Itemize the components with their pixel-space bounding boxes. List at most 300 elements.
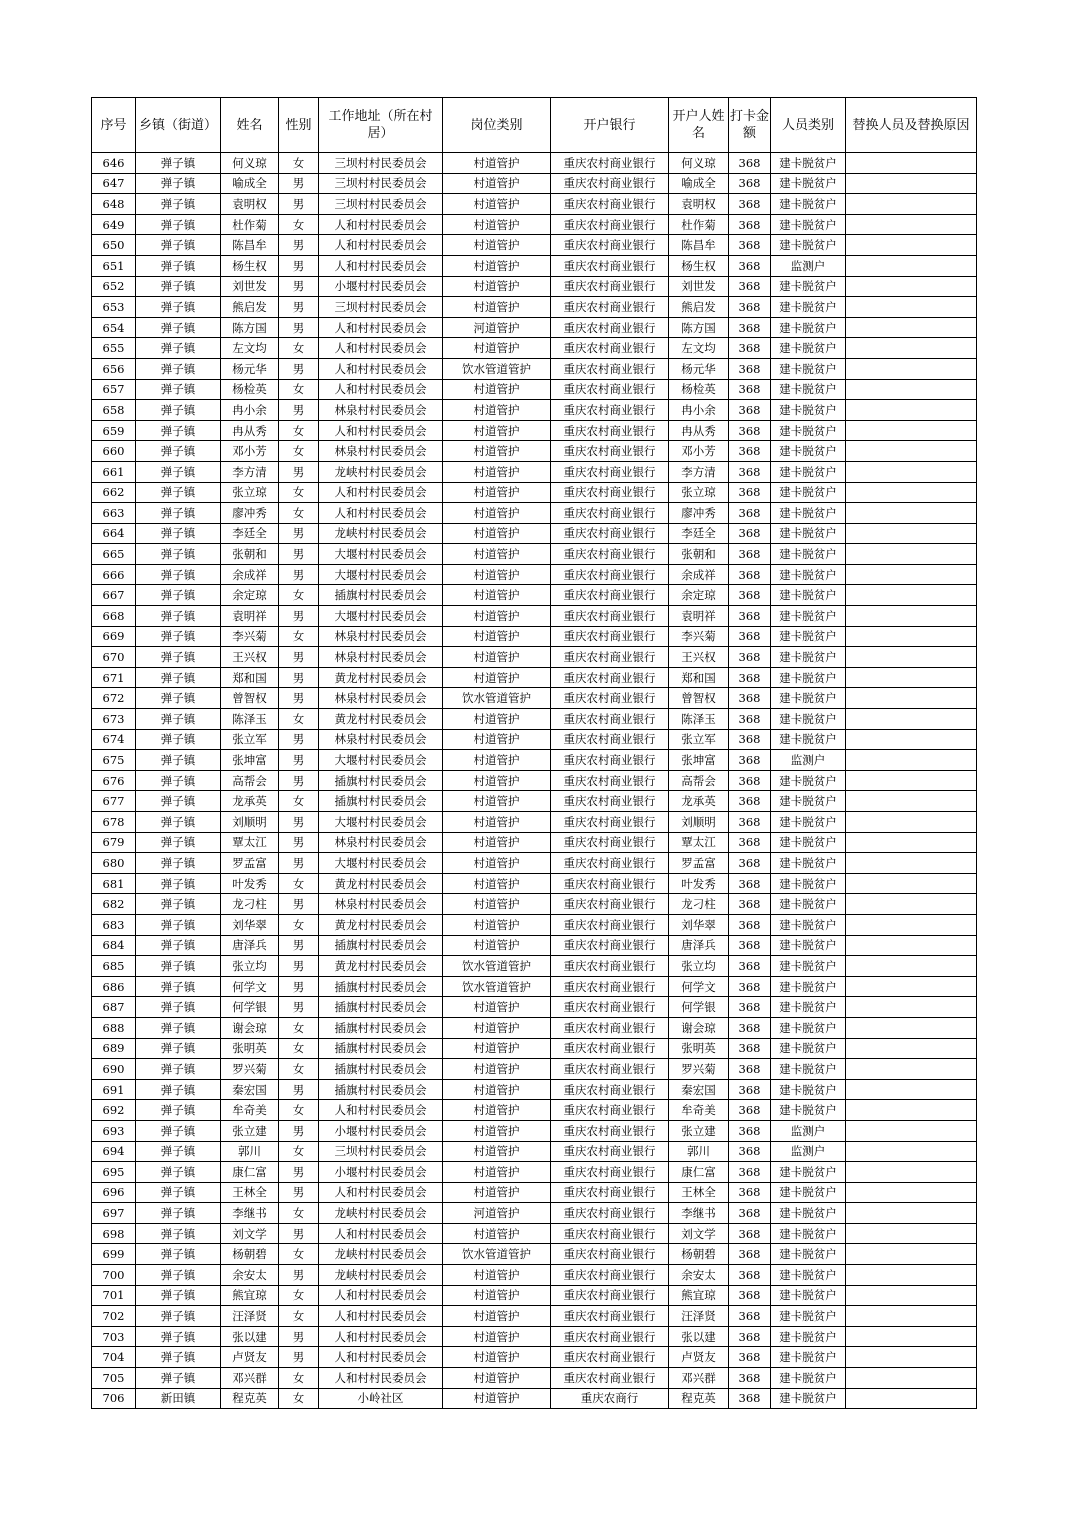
cell-name: 汪泽贤 [221,1306,279,1327]
cell-index: 687 [92,997,136,1018]
cell-post-type: 村道管护 [443,647,551,668]
cell-amount: 368 [729,585,771,606]
cell-replacement-reason [846,255,977,276]
roster-sheet [91,97,976,1409]
cell-replacement-reason [846,503,977,524]
cell-replacement-reason [846,770,977,791]
cell-work-address: 大堰村村民委员会 [319,564,443,585]
cell-index: 661 [92,461,136,482]
cell-name: 张立均 [221,956,279,977]
cell-gender: 女 [279,585,319,606]
cell-gender: 女 [279,503,319,524]
table-row [92,873,977,894]
table-row [92,1223,977,1244]
cell-gender: 女 [279,1038,319,1059]
cell-amount: 368 [729,482,771,503]
cell-work-address: 人和村村民委员会 [319,338,443,359]
cell-post-type: 村道管护 [443,1079,551,1100]
cell-gender: 男 [279,358,319,379]
cell-replacement-reason [846,1038,977,1059]
cell-bank: 重庆农村商业银行 [551,647,669,668]
cell-replacement-reason [846,317,977,338]
cell-amount: 368 [729,626,771,647]
cell-person-category: 建卡脱贫户 [771,770,846,791]
table-row [92,564,977,585]
cell-account-holder: 罗兴菊 [669,1059,729,1080]
cell-work-address: 黄龙村村民委员会 [319,709,443,730]
cell-name: 何学银 [221,997,279,1018]
cell-replacement-reason [846,688,977,709]
table-row [92,173,977,194]
cell-index: 657 [92,379,136,400]
cell-account-holder: 刘文学 [669,1223,729,1244]
cell-gender: 男 [279,935,319,956]
cell-gender: 男 [279,564,319,585]
cell-amount: 368 [729,255,771,276]
cell-account-holder: 王兴权 [669,647,729,668]
cell-bank: 重庆农村商业银行 [551,1079,669,1100]
cell-work-address: 插旗村村民委员会 [319,585,443,606]
cell-post-type: 村道管护 [443,1368,551,1389]
cell-post-type: 村道管护 [443,400,551,421]
cell-gender: 男 [279,647,319,668]
cell-post-type: 村道管护 [443,338,551,359]
cell-bank: 重庆农村商业银行 [551,544,669,565]
cell-post-type: 村道管护 [443,1182,551,1203]
cell-bank: 重庆农村商业银行 [551,1244,669,1265]
cell-bank: 重庆农村商业银行 [551,688,669,709]
cell-post-type: 饮水管道管护 [443,688,551,709]
cell-replacement-reason [846,173,977,194]
cell-person-category: 建卡脱贫户 [771,1079,846,1100]
table-row [92,523,977,544]
cell-name: 李继书 [221,1203,279,1224]
cell-bank: 重庆农村商业银行 [551,235,669,256]
cell-replacement-reason [846,1100,977,1121]
table-row [92,297,977,318]
table-row [92,832,977,853]
cell-work-address: 人和村村民委员会 [319,214,443,235]
cell-name: 覃太江 [221,832,279,853]
cell-name: 杨生权 [221,255,279,276]
cell-gender: 男 [279,853,319,874]
table-row [92,379,977,400]
cell-township: 弹子镇 [136,1203,221,1224]
cell-bank: 重庆农村商业银行 [551,1326,669,1347]
cell-work-address: 插旗村村民委员会 [319,1017,443,1038]
cell-person-category: 建卡脱贫户 [771,606,846,627]
cell-post-type: 村道管护 [443,667,551,688]
cell-work-address: 龙峡村村民委员会 [319,1265,443,1286]
cell-post-type: 村道管护 [443,564,551,585]
table-row [92,461,977,482]
cell-amount: 368 [729,420,771,441]
cell-person-category: 建卡脱贫户 [771,1244,846,1265]
cell-post-type: 村道管护 [443,750,551,771]
cell-township: 弹子镇 [136,276,221,297]
cell-index: 681 [92,873,136,894]
cell-name: 何学文 [221,976,279,997]
cell-person-category: 建卡脱贫户 [771,1059,846,1080]
cell-bank: 重庆农村商业银行 [551,1141,669,1162]
cell-bank: 重庆农村商业银行 [551,358,669,379]
cell-bank: 重庆农村商业银行 [551,420,669,441]
cell-bank: 重庆农村商业银行 [551,956,669,977]
cell-work-address: 林泉村村民委员会 [319,626,443,647]
cell-township: 弹子镇 [136,606,221,627]
cell-account-holder: 陈昌牟 [669,235,729,256]
cell-post-type: 河道管护 [443,317,551,338]
cell-township: 弹子镇 [136,1244,221,1265]
cell-replacement-reason [846,153,977,174]
cell-index: 647 [92,173,136,194]
cell-gender: 男 [279,832,319,853]
header-cell: 替换人员及替换原因 [846,98,977,153]
cell-township: 弹子镇 [136,976,221,997]
cell-post-type: 河道管护 [443,1203,551,1224]
cell-work-address: 大堰村村民委员会 [319,812,443,833]
header-cell: 开户人姓名 [669,98,729,153]
cell-name: 龙刁柱 [221,894,279,915]
cell-index: 652 [92,276,136,297]
cell-bank: 重庆农村商业银行 [551,1347,669,1368]
cell-amount: 368 [729,729,771,750]
cell-post-type: 村道管护 [443,1347,551,1368]
cell-person-category: 建卡脱贫户 [771,523,846,544]
cell-bank: 重庆农村商业银行 [551,1100,669,1121]
cell-post-type: 村道管护 [443,709,551,730]
cell-account-holder: 何义琼 [669,153,729,174]
cell-replacement-reason [846,1306,977,1327]
cell-name: 李方清 [221,461,279,482]
cell-work-address: 插旗村村民委员会 [319,791,443,812]
cell-gender: 女 [279,441,319,462]
cell-index: 690 [92,1059,136,1080]
cell-post-type: 村道管护 [443,420,551,441]
cell-gender: 女 [279,791,319,812]
cell-name: 高帮会 [221,770,279,791]
cell-amount: 368 [729,523,771,544]
cell-post-type: 饮水管道管护 [443,956,551,977]
cell-amount: 368 [729,153,771,174]
cell-person-category: 建卡脱贫户 [771,873,846,894]
cell-bank: 重庆农村商业银行 [551,832,669,853]
cell-index: 653 [92,297,136,318]
cell-bank: 重庆农村商业银行 [551,1285,669,1306]
cell-replacement-reason [846,853,977,874]
cell-work-address: 人和村村民委员会 [319,255,443,276]
cell-account-holder: 牟奇美 [669,1100,729,1121]
cell-index: 662 [92,482,136,503]
cell-work-address: 插旗村村民委员会 [319,1038,443,1059]
cell-amount: 368 [729,1079,771,1100]
cell-work-address: 林泉村村民委员会 [319,647,443,668]
cell-work-address: 大堰村村民委员会 [319,606,443,627]
cell-account-holder: 李方清 [669,461,729,482]
cell-name: 李兴菊 [221,626,279,647]
cell-index: 670 [92,647,136,668]
cell-name: 卢贤友 [221,1347,279,1368]
cell-index: 674 [92,729,136,750]
cell-replacement-reason [846,894,977,915]
cell-township: 弹子镇 [136,1059,221,1080]
cell-bank: 重庆农村商业银行 [551,935,669,956]
table-row [92,194,977,215]
cell-work-address: 龙峡村村民委员会 [319,1244,443,1265]
cell-work-address: 插旗村村民委员会 [319,976,443,997]
cell-replacement-reason [846,791,977,812]
cell-gender: 男 [279,1265,319,1286]
cell-gender: 男 [279,297,319,318]
cell-account-holder: 张立军 [669,729,729,750]
cell-account-holder: 覃太江 [669,832,729,853]
table-row [92,750,977,771]
cell-township: 弹子镇 [136,729,221,750]
cell-post-type: 村道管护 [443,1223,551,1244]
cell-gender: 女 [279,1285,319,1306]
table-row [92,276,977,297]
cell-bank: 重庆农村商业银行 [551,770,669,791]
cell-amount: 368 [729,1120,771,1141]
table-row [92,1162,977,1183]
cell-work-address: 人和村村民委员会 [319,1347,443,1368]
cell-bank: 重庆农村商业银行 [551,606,669,627]
cell-gender: 女 [279,914,319,935]
table-row [92,997,977,1018]
header-cell: 工作地址（所在村居） [319,98,443,153]
cell-bank: 重庆农村商业银行 [551,976,669,997]
cell-amount: 368 [729,1265,771,1286]
cell-person-category: 建卡脱贫户 [771,914,846,935]
cell-post-type: 村道管护 [443,935,551,956]
cell-township: 弹子镇 [136,173,221,194]
cell-post-type: 村道管护 [443,523,551,544]
table-row [92,255,977,276]
cell-replacement-reason [846,400,977,421]
cell-replacement-reason [846,647,977,668]
cell-account-holder: 汪泽贤 [669,1306,729,1327]
table-row [92,1059,977,1080]
cell-person-category: 建卡脱贫户 [771,1038,846,1059]
cell-name: 余安太 [221,1265,279,1286]
cell-person-category: 建卡脱贫户 [771,1306,846,1327]
cell-township: 弹子镇 [136,688,221,709]
cell-replacement-reason [846,1079,977,1100]
cell-replacement-reason [846,832,977,853]
cell-township: 弹子镇 [136,255,221,276]
cell-gender: 男 [279,667,319,688]
cell-gender: 女 [279,338,319,359]
cell-person-category: 建卡脱贫户 [771,441,846,462]
cell-work-address: 龙峡村村民委员会 [319,1203,443,1224]
table-row [92,1141,977,1162]
cell-township: 弹子镇 [136,153,221,174]
cell-township: 弹子镇 [136,1162,221,1183]
table-row [92,956,977,977]
cell-amount: 368 [729,853,771,874]
cell-amount: 368 [729,647,771,668]
cell-name: 张立琼 [221,482,279,503]
cell-township: 弹子镇 [136,441,221,462]
cell-name: 冉从秀 [221,420,279,441]
cell-index: 684 [92,935,136,956]
cell-person-category: 建卡脱贫户 [771,997,846,1018]
cell-post-type: 村道管护 [443,544,551,565]
cell-person-category: 建卡脱贫户 [771,214,846,235]
cell-post-type: 村道管护 [443,1265,551,1286]
cell-amount: 368 [729,1059,771,1080]
cell-index: 650 [92,235,136,256]
cell-township: 弹子镇 [136,935,221,956]
cell-amount: 368 [729,564,771,585]
cell-work-address: 小堰村村民委员会 [319,1162,443,1183]
cell-replacement-reason [846,956,977,977]
cell-bank: 重庆农村商业银行 [551,1162,669,1183]
cell-replacement-reason [846,1162,977,1183]
cell-post-type: 村道管护 [443,791,551,812]
cell-bank: 重庆农村商业银行 [551,153,669,174]
cell-name: 郑和国 [221,667,279,688]
cell-township: 弹子镇 [136,1100,221,1121]
table-row [92,338,977,359]
cell-person-category: 建卡脱贫户 [771,626,846,647]
cell-person-category: 建卡脱贫户 [771,956,846,977]
cell-post-type: 村道管护 [443,1120,551,1141]
cell-account-holder: 高帮会 [669,770,729,791]
cell-person-category: 监测户 [771,1120,846,1141]
cell-index: 659 [92,420,136,441]
cell-work-address: 人和村村民委员会 [319,1223,443,1244]
cell-bank: 重庆农村商业银行 [551,564,669,585]
cell-name: 唐泽兵 [221,935,279,956]
cell-account-holder: 熊启发 [669,297,729,318]
cell-township: 新田镇 [136,1388,221,1409]
cell-work-address: 龙峡村村民委员会 [319,523,443,544]
cell-name: 袁明祥 [221,606,279,627]
cell-index: 673 [92,709,136,730]
cell-account-holder: 郑和国 [669,667,729,688]
cell-work-address: 三坝村村民委员会 [319,297,443,318]
cell-amount: 368 [729,276,771,297]
cell-replacement-reason [846,585,977,606]
cell-gender: 女 [279,1203,319,1224]
cell-replacement-reason [846,338,977,359]
cell-replacement-reason [846,750,977,771]
cell-work-address: 林泉村村民委员会 [319,441,443,462]
cell-account-holder: 杨元华 [669,358,729,379]
cell-post-type: 村道管护 [443,853,551,874]
cell-bank: 重庆农村商业银行 [551,1017,669,1038]
table-row [92,709,977,730]
cell-replacement-reason [846,935,977,956]
cell-work-address: 人和村村民委员会 [319,1306,443,1327]
cell-bank: 重庆农村商业银行 [551,914,669,935]
cell-work-address: 林泉村村民委员会 [319,729,443,750]
cell-township: 弹子镇 [136,770,221,791]
cell-gender: 女 [279,214,319,235]
cell-amount: 368 [729,976,771,997]
cell-replacement-reason [846,997,977,1018]
cell-person-category: 建卡脱贫户 [771,153,846,174]
cell-account-holder: 余定琼 [669,585,729,606]
cell-work-address: 人和村村民委员会 [319,420,443,441]
cell-replacement-reason [846,976,977,997]
cell-person-category: 建卡脱贫户 [771,173,846,194]
cell-index: 699 [92,1244,136,1265]
cell-amount: 368 [729,1326,771,1347]
cell-name: 邓兴群 [221,1368,279,1389]
header-cell: 姓名 [221,98,279,153]
cell-work-address: 人和村村民委员会 [319,358,443,379]
cell-post-type: 村道管护 [443,482,551,503]
cell-account-holder: 杨生权 [669,255,729,276]
cell-replacement-reason [846,914,977,935]
cell-post-type: 村道管护 [443,441,551,462]
cell-township: 弹子镇 [136,1079,221,1100]
cell-person-category: 建卡脱贫户 [771,812,846,833]
cell-amount: 368 [729,1223,771,1244]
cell-account-holder: 秦宏国 [669,1079,729,1100]
table-row [92,729,977,750]
cell-township: 弹子镇 [136,750,221,771]
cell-post-type: 村道管护 [443,997,551,1018]
cell-township: 弹子镇 [136,667,221,688]
cell-replacement-reason [846,1368,977,1389]
table-row [92,1368,977,1389]
cell-amount: 368 [729,709,771,730]
cell-work-address: 人和村村民委员会 [319,1326,443,1347]
cell-account-holder: 陈方国 [669,317,729,338]
cell-gender: 女 [279,153,319,174]
cell-name: 秦宏国 [221,1079,279,1100]
cell-name: 陈昌牟 [221,235,279,256]
cell-replacement-reason [846,1244,977,1265]
table-row [92,503,977,524]
cell-replacement-reason [846,1388,977,1409]
cell-index: 692 [92,1100,136,1121]
cell-amount: 368 [729,461,771,482]
cell-index: 696 [92,1182,136,1203]
cell-name: 张明英 [221,1038,279,1059]
cell-name: 谢会琼 [221,1017,279,1038]
cell-work-address: 三坝村村民委员会 [319,194,443,215]
cell-name: 程克英 [221,1388,279,1409]
cell-name: 李廷全 [221,523,279,544]
cell-index: 654 [92,317,136,338]
cell-person-category: 建卡脱贫户 [771,791,846,812]
table-row [92,976,977,997]
cell-replacement-reason [846,358,977,379]
cell-township: 弹子镇 [136,894,221,915]
table-header-row [92,98,977,153]
cell-account-holder: 廖冲秀 [669,503,729,524]
cell-post-type: 村道管护 [443,770,551,791]
cell-gender: 男 [279,400,319,421]
cell-gender: 女 [279,626,319,647]
cell-name: 邓小芳 [221,441,279,462]
cell-person-category: 监测户 [771,750,846,771]
cell-name: 喻成全 [221,173,279,194]
cell-gender: 女 [279,379,319,400]
cell-index: 685 [92,956,136,977]
cell-name: 罗孟富 [221,853,279,874]
cell-post-type: 村道管护 [443,873,551,894]
cell-person-category: 建卡脱贫户 [771,482,846,503]
cell-amount: 368 [729,441,771,462]
cell-post-type: 村道管护 [443,194,551,215]
cell-gender: 女 [279,1388,319,1409]
cell-work-address: 林泉村村民委员会 [319,400,443,421]
